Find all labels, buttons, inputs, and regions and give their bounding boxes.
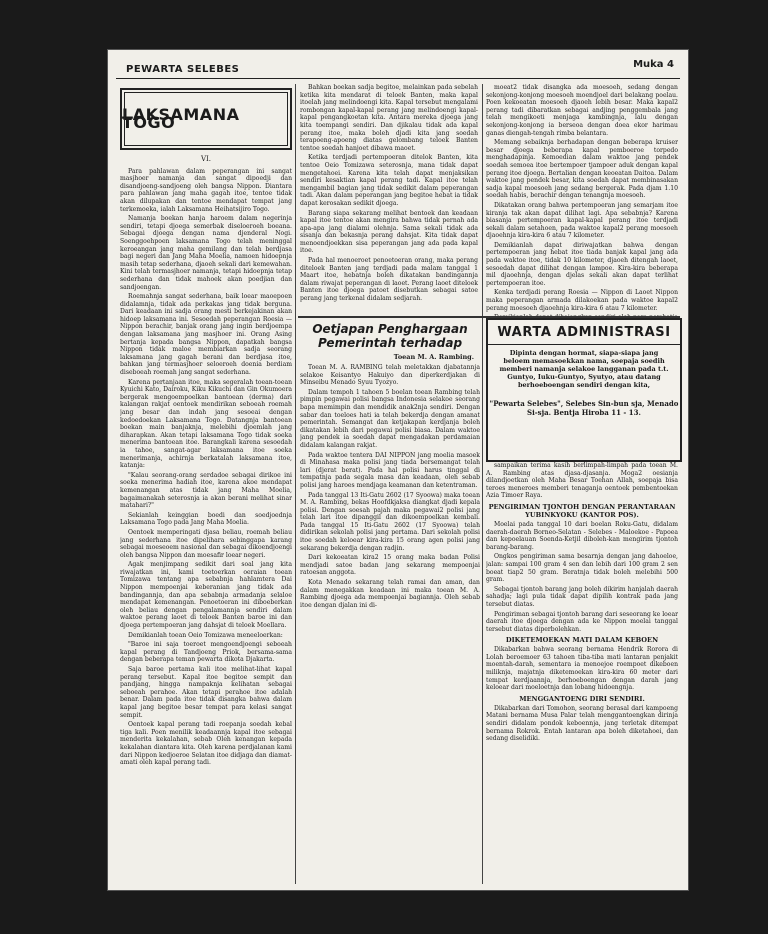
paragraph: Moelai pada tanggal 10 dari boelan Roku-Gatu, didalam daerah-daerah Borneo-Selatan - Selebes - Maloekoe - Papoea dan kepoelauan Soenda-Ketjil diboleh-kan mengirim tjontoh barang-barang.	[486, 520, 678, 551]
section-number: VI.	[200, 155, 212, 163]
notice-body: Dipinta dengan hormat, siapa-siapa jang beloem memasoekkan nama, soepaja soedih memberi namanja selakoe langganan pada t.t. Guntyo, Iuku-Guntyo, Syutyo, atau datang berhoeboengan sendiri dengan kita,	[499, 349, 669, 389]
paragraph: Oentoek kapal perang tadi roepanja soedah kebal tiga kali. Poen menilik keadaannja kapal itoe sebagai menderita kekalahan, sebab Oleh kenangan kepada kekalahan diantara kita. Oleh karena perdjalanan kami dari Nippon kedjoeroe Selatan itoe didjaga dan diamat-amati oleh kapal perang tadi.	[120, 721, 292, 767]
paragraph: Pengiriman sebagai tjontoh barang dari seseorang ke loear daerah itoe djoega dengan ada ke Nippon moelai tanggal tersebut diatas diperbolehkan.	[486, 610, 678, 633]
paragraph: Karena pertanjaan itoe, maka segeralah toean-toean Kyuichi Kato, Dairoku, Kiku Kikuchi dan Gin Okumoera bergerak mengoempoelkan bantoean (derma) dari kalangan rakjat oentoek mendirikan seboeah roemah jang besar dan indah jang sesoeai dengan kedoedoekan Laksamana Togo. Datangnja bantoean boekan main banjaknja, melebihi djoemlah jang diharapkan. Akan tetapi laksamana Togo tidak soeka menerima bantoean itoe. Barangkali karena sesoedah ia tahoe, sangat-agar laksamana itoe soeka menerimanja, achirnja berkatalah laksamana itoe, katanja:	[120, 378, 292, 470]
paragraph: Toean M. A. RAMBING telah meletakkan djabatannja selakoe Keisantyo Hakuiyo dan diperkerdjakan di Minseibu Menado Syuu Tyozyo.	[300, 364, 480, 387]
article-laksamana-togo	[120, 84, 292, 884]
paragraph: Dikatakan orang bahwa pertempoeran jang semarjam itoe kiranja tak akan dapat dilihat lagi. Apa sebabnja? Karena biasanja pertempoeran kapal-kapal perang itoe terdjadi sekali dalam setahoen, pada waktoe kapal2 perang moesoeh djaoehnja kira-kira 6 atau 7 kilometer.	[486, 201, 678, 240]
paragraph: Bahkan boekan sadja begitoe, melainkan pada sebelah ketika kita mendarat di teloek Banten, maka kapal itoelah jang melindoengi kita. Kapal tersebut mengalami rombongan kapal-kapal perang jang melindoengi kapal-kapal pengangkoetan kita. Antara mereka djoega jang kita toempangi sendiri. Dan djikalau tidak ada kapal perang itoe, maka boleh djadi kita jang soedah terapoeng-apoeng diatas gelombang teloek Banten tentoe soedah hanjoet dibawa maoet.	[300, 84, 478, 152]
notice-address: "Pewarta Selebes", Selebes Sin-bun sja, Menado Si-sja. Bentja Hiroba 11 - 13.	[489, 399, 679, 417]
paragraph: Pada waktoe tentera DAI NIPPON jang moelia masoek di Minahasa maka polisi jang tiada bersemangat telah lari (djerat berat). Pada hal polisi harus tinggal di tempatnja pada segala masa dan keadaan, oleh sebab polisi jang haroes mendjaga keamanan dan ketentraman.	[300, 451, 480, 489]
news-heading: PENGIRIMAN TJONTOH DENGAN PERANTARAAN YUBINKYOKU (KANTOR POS).	[488, 502, 676, 519]
paragraph: Dikabarkan dari Tomohon, seorang berasal dari kampoeng Matani bernama Musa Palar telah menggantoengkan dirinja sendiri didalam pondok keboennja, jang terletak ditempat bernama Rokrok. Entah lantaran apa boleh diketahoei, dan sedang diselidiki.	[486, 704, 678, 743]
paragraph: Ongkos pengiriman sama besarnja dengan jang dahoeloe, jalan: sampai 100 gram 4 sen dan lebih dari 100 gram 2 sen boeat tiap2 50 gram. Beratnja tidak boleh melebihi 500 gram.	[486, 553, 678, 584]
article-continuation	[300, 84, 478, 314]
paragraph: Para pahlawan dalam peperangan ini sangat masjhoer namanja dan sangat dipoedji dan disandjoeng-sandjoeng oleh bangsa Nippon. Diantara para pahlawan jang maha gagah itoe, tentoe tidak akan dilupakan dan tentoe mendapat tempat jang terkemoeka, ialah Laksamana Heihatsijiro Togo.	[120, 167, 292, 213]
column-divider	[482, 84, 483, 316]
paragraph: Demikianlah toean Oeio Tomizawa meneeloerkan:	[128, 631, 283, 639]
paragraph: Dikabarkan bahwa seorang bernama Hendrik Rorora di Lolah beroemoer 63 tahoen tiba-tiba mati lantaran penjakit moentah-darah, sementara ia menoejoe roempoet dikeboen miliknja, majatnja diketemoekan kira-kira 60 meter dari tempat kerdjaannja, berhoeboengan dengan darah jang keloear dari moeloetnja dan lobang hidoengnja.	[486, 646, 678, 692]
paragraph: Agak menjimpang sedikit dari soal jang kita riwajatkan ini, kami toetoerkan oeraian toean Tomizawa tentang apa sebabnja hahlamtera Dai Nippon mempoenjai keberanian jang tidak ada bandingannja, dan apa sebabnja armadanja selaloe mendapat kemenangan. Penoetoeran ini diboeberkan oleh beliau dengan pengalamannja sendiri dalam waktoe perang laoet di teloek Banten baroe ini dan djoega pertempoeran jang dahsjat di teloek Moellara.	[120, 561, 292, 630]
article-continuation-right	[486, 84, 678, 316]
notice-title: WARTA ADMINISTRASI	[488, 320, 680, 345]
paragraph: Sebagai tjontoh barang jang boleh dikirim hanjalah daerah sahadja; lagi pula tidak dapat dipilih kontrak pada jang tersebut diatas.	[486, 585, 678, 608]
article-byline: Toean M. A. Rambing.	[393, 353, 474, 361]
paragraph: Dalam tempoh 1 tahoen 5 boelan toean Rambing telah pimpin pegawai polisi bangsa Indonesia selakoe seorang bapa memimpin dan mendidik anak2nja sendiri. Dengan sabar dan toeloes hati ia telah bekerdja dengan amanat pemerintah. Semangat dan ketjakapan kerdjanja boleh dikatakan lebih dari pegawai polisi biasa. Dalam waktoe jang pendek ia soedah dapat mengadakan perdamaian didalam kalangan rakjat.	[300, 388, 480, 449]
newspaper-page	[108, 50, 688, 890]
paragraph: Namanja boekan hanja haroem dalam negerinja sendiri, tetapi djoega semerbak diseloeroeh boeana. Sebagai djoega dengan nama djenderal Nogi. Soenggoehpoen laksamana Togo telah meninggal keroeangan jang maha gemilang dan telah berdjasa bagi negeri dan Jang Maha Moelia, namoen hidoepnja masih tetap sederhana, djaoeh sekali dari kemewahan. Kini telah termasjhoer namanja, tetapi hidoepnja tetap sederhana dan tidak mahoek akan poedjian dan sandjoengan.	[120, 215, 292, 291]
paragraph: Pada hal menoeroet penoetoeran orang, maka perang diteloek Banten jang terdjadi pada malam tanggal 1 Maart itoe, hebatnja boleh dikatakan bandingannja dalam riwajat peperangan di laoet. Perang laoet diteloek Banten itoe djoega patoet disebutkan sebagai satoe perang jang terkenal didalam sedjarah.	[300, 257, 478, 303]
paragraph: Oentoek memperingati djasa beliau, roemah beliau jang sederhana itoe dipelihara sebinggapa karang sebagai moeseoem nasional dan sebagai dikoendjoengi oleh bangsa Nippon dan moesafir loear negeri.	[120, 528, 292, 559]
paragraph: moeat2 tidak disangka ada moesoeh, sedang dengan sekonjong-konjong moesoeh moendjoel dari belakang poelau. Poen kekoeatan moesoeh djaoeh lebih besar. Maka kapal2 perang tadi dibaratkan sebagai andjing penggembala jang telah mengikoeti menjaga kambingnja, lalu dengan sekonjong-konjong ia berseoa dengan doea ekor harimau ganas diengah-tengah rimba belantara.	[486, 84, 678, 137]
column-divider	[295, 84, 296, 884]
column-divider	[482, 318, 483, 884]
paragraph: Barang siapa sekarang melihat bentoek dan keadaan kapal itoe tentoe akan mengira bahwa tidak pernah ada apa-apa jang dialami olehnja. Sama sekali tidak ada sisanja dan bekasnja perang dahsjat. Kita tidak dapat menoendjoekkan sisa peperangan jang ada pada kapal itoe.	[300, 209, 478, 255]
paragraph: Memang sebaiknja berhadapan dengan beberapa kruiser besar djoega beberapa kapal pemboeroe torpedo menghadapinja. Kemoedian dalam waktoe jang pendek soedah semoea itoe bertempoer tjampoer aduk dengan kapal perang itoe djoega. Bertalian dengan keoeatan Daitoa. Dalam waktoe jang pendek besar, kita soedah dapat membinasakan sadja kapal moesoeh jang sedang bergerak. Pada djam 1.10 soedah habis, berachir dengan tenangnja moesoeh.	[486, 139, 678, 200]
paragraph: Ketika terdjadi pertempoeran ditelok Banten, kita tentoe Oeio Tomizawa seterosnja, mana tidak dapat mengetahoei. Karena kita telah dapat menjaksikan sendiri kesaktian kapal perang tadi. Kapal itoe telah mengambil bagian jang tidak sedikit dalam peperangan tadi. Akan dalam peperangan jang begitoe hebat ia tidak dapat kerosakan sedikit djoega.	[300, 154, 478, 207]
paragraph: "Baroe ini saja toeroet mengoendjoengi seboeah kapal perang di Tandjoeng Priok, bersama-sama dengan beberapa teman pewarta dikota Djakarta.	[120, 641, 292, 664]
news-heading: DIKETEMOEKAN MATI DALAM KEBOEN	[505, 636, 659, 645]
news-heading: MENGGANTOENG DIRI SENDIRI.	[519, 694, 645, 703]
paragraph: Demikianlah dapat diriwajatkan bahwa dengan pertempoeran jang hebat itoe tiada banjak kapal jang ada pada waktoe itoe, tidak 10 kilometer, djaoeh ditengah laoet, sesoedah dapat dilihat dengan lampoe. Kira-kira beberapa mil djaoehnja, dengan djelas sekali akan dapat terlihat pertempoeran itoe.	[486, 241, 678, 287]
paragraph: Dari kekoeatan kira2 15 orang maka badan Polisi mendjadi satoe badan jang sekarang mempoenjai ratoesan anggota.	[300, 554, 480, 577]
page-number: Muka 4	[633, 59, 674, 70]
paragraph: sampaikan terima kasih berlimpah-limpah pada toean M. A. Rambing atas djasa-djasanja. Moga2 oesianja dilandjoetkan oleh Maha Besar Toehan Allah, soepaja bisa teroes meneroes memberi tenaganja oentoek pembentoekan Azia Timoer Raya.	[486, 462, 678, 500]
page-header	[116, 56, 680, 79]
paragraph: Roemahnja sangat sederhana, baik loear maoepoen didalamnja, tidak ada perkakas jang tidak berguna. Dari keadaan ini sadja orang mesti berkejakinan akan hidoep laksamana ini. Sesoedah peperangan Roesia — Nippon berachir, banjak orang jang ingin berdjoempa dengan laksamana jang masjhoer ini. Orang Asing bertanja kepada bangsa Nippon, dapatkah bangsa Nippon tidak maloe membiarkan sadja seorang laksamana jang gagah berani dan berdjasa itoe, bahkan jang termasjhoer seloeroeh doenia berdiam diseboeah roemah jang sangat sederhana.	[120, 293, 292, 377]
paragraph: Sekianlah keinggian boedi dan soedjoednja Laksamana Togo pada Jang Maha Moelia.	[120, 511, 292, 527]
paragraph: Pada tanggal 13 Iti-Gatu 2602 (17 Syoowa) maka toean M. A. Rambing, bekas Hoofdkjaksa diangkat djadi kepala polisi. Dengan soesah pajah maka pegawai2 polisi jang telah lari itoe dipanggil dan dikoempoelkan kembali. Pada tanggal 15 Iti-Gatu 2602 (17 Syoowa) telah didirikan sekolah polisi jang pertama. Dari sekolah polisi itoe soedah keloear kira-kira 15 orang agen polisi jang sekarang bekerdja dengan radjin.	[300, 491, 480, 552]
article-body	[300, 364, 480, 870]
paragraph: Saja baroe pertama kali itoe melihat-lihat kapal perang tersebut. Kapal itoe begitoe sempit dan pandjang, hingga nampaknja kelihatan sebagai seboeah perahoe. Akan tetapi perahoe itoe adalah benar. Dalam pada itoe tidak disangka bahwa dalam kapal jang begitoe besar tempat para kelasi sangat sempit.	[120, 666, 292, 719]
news-column-right	[486, 462, 678, 882]
paragraph: "Kalau seorang-orang serdadoe sebagai dirikoe ini soeka menerima hadiah itoe, karena akoe mendapat kemenangan atas tidak jang Maha Moelia, bagaimanakah seterosnja ia akan berani melihat sinar matahari?"	[120, 471, 292, 510]
article-title: LAKSAMANA TOGO	[122, 105, 240, 132]
article-headline: Oetjapan Penghargaan Pemerintah terhadap	[312, 322, 468, 350]
administration-notice	[486, 318, 682, 462]
article-rambing	[300, 318, 480, 884]
paragraph: Kota Menado sekarang telah ramai dan aman, dan dalam menegakkan keadaan ini maka toean M. A. Rambing djoega ada mempoenjai bagiannja. Oleh sebab itoe dengan djalan ini di-	[300, 579, 480, 609]
article-title-box	[120, 88, 292, 150]
publication-name: PEWARTA SELEBES	[126, 64, 240, 75]
paragraph: Kenka terdjadi perang Roesia — Nippon di Laoet Nippon maka peperangan armada dilakoekan pada waktoe kapal2 perang moesoeh djaoehnja kira-kira 6 atau 7 kilometer.	[486, 289, 678, 312]
